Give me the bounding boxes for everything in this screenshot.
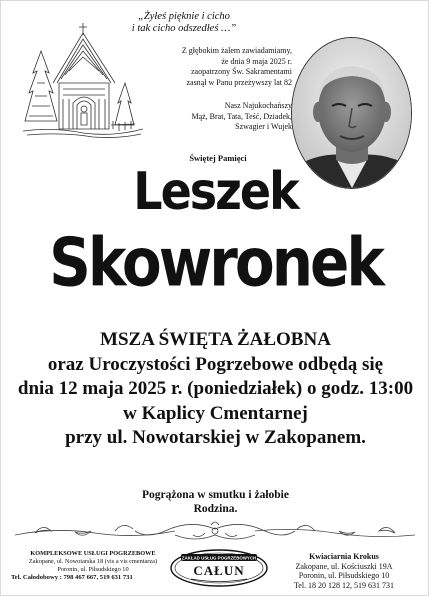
mourners-line: Szwagier i Wujek bbox=[235, 122, 292, 131]
death-announcement bbox=[134, 46, 292, 88]
announcement-line: zasnął w Panu przeżywszy lat 82 bbox=[186, 77, 292, 87]
deceased-last-name: Skowronek bbox=[49, 223, 382, 302]
closing-signature bbox=[1, 488, 429, 516]
quote-line: i tak cicho odszedłeś …” bbox=[131, 23, 237, 34]
quote bbox=[79, 11, 289, 35]
announcement-line: Z głębokim żalem zawiadamiamy, bbox=[181, 46, 292, 55]
florist-info bbox=[269, 552, 419, 590]
funeral-home-logo-icon bbox=[169, 548, 269, 588]
floral-ornament-icon bbox=[15, 517, 415, 547]
florist-phone: Tel. 18 20 128 12, 519 631 731 bbox=[293, 580, 395, 590]
closing-line: Rodzina. bbox=[193, 503, 238, 515]
funeral-home-address: Poronin, ul. Piłsudskiego 10 bbox=[57, 566, 129, 573]
chapel-icon bbox=[23, 21, 143, 139]
logo-name: CAŁUN bbox=[193, 563, 245, 578]
ceremony-line: przy ul. Nowotarskiej w Zakopanem. bbox=[65, 427, 366, 448]
ceremony-line: w Kaplicy Cmentarnej bbox=[123, 402, 308, 424]
ceremony-line: MSZA ŚWIĘTA ŻAŁOBNA bbox=[100, 329, 331, 350]
memory-label: Świętej Pamięci bbox=[189, 153, 247, 163]
funeral-home-services: KOMPLEKSOWE USŁUGI POGRZEBOWE bbox=[30, 550, 156, 557]
announcement-line: zaopatrzony Św. Sakramentami bbox=[190, 67, 292, 76]
mourners-line: Mąż, Brat, Tata, Teść, Dziadek, bbox=[191, 111, 292, 121]
florist-name: Kwiaciarnia Krokus bbox=[309, 552, 379, 561]
deceased-first-name: Leszek bbox=[133, 160, 298, 222]
closing-line: Pogrążona w smutku i żałobie bbox=[142, 489, 289, 501]
ceremony-line: dnia 12 maja 2025 r. (poniedziałek) o godz. 13:00 bbox=[17, 378, 414, 399]
funeral-home-phone: Tel. Całodobowy : 798 467 667, 519 631 731 bbox=[11, 574, 133, 581]
funeral-home-address: Zakopane, ul. Nowotarska 18 (vis a vis cmentarza) bbox=[28, 558, 158, 565]
funeral-home-info bbox=[11, 550, 175, 582]
quote-line: „Żyłeś pięknie i cicho bbox=[138, 11, 230, 22]
florist-address: Zakopane, ul. Kościuszki 19A bbox=[295, 561, 393, 571]
ceremony-details bbox=[1, 328, 429, 451]
mourners-list bbox=[134, 101, 292, 133]
logo-top-text: ZAKŁAD USŁUG POGRZEBOWYCH bbox=[181, 555, 257, 561]
ceremony-line: oraz Uroczystości Pogrzebowe odbędą się bbox=[47, 353, 384, 375]
mourners-line: Nasz Najukochańszy bbox=[224, 101, 292, 110]
announcement-line: że dnia 9 maja 2025 r. bbox=[221, 56, 292, 66]
florist-address: Poronin, ul. Piłsudskiego 10 bbox=[298, 571, 390, 580]
